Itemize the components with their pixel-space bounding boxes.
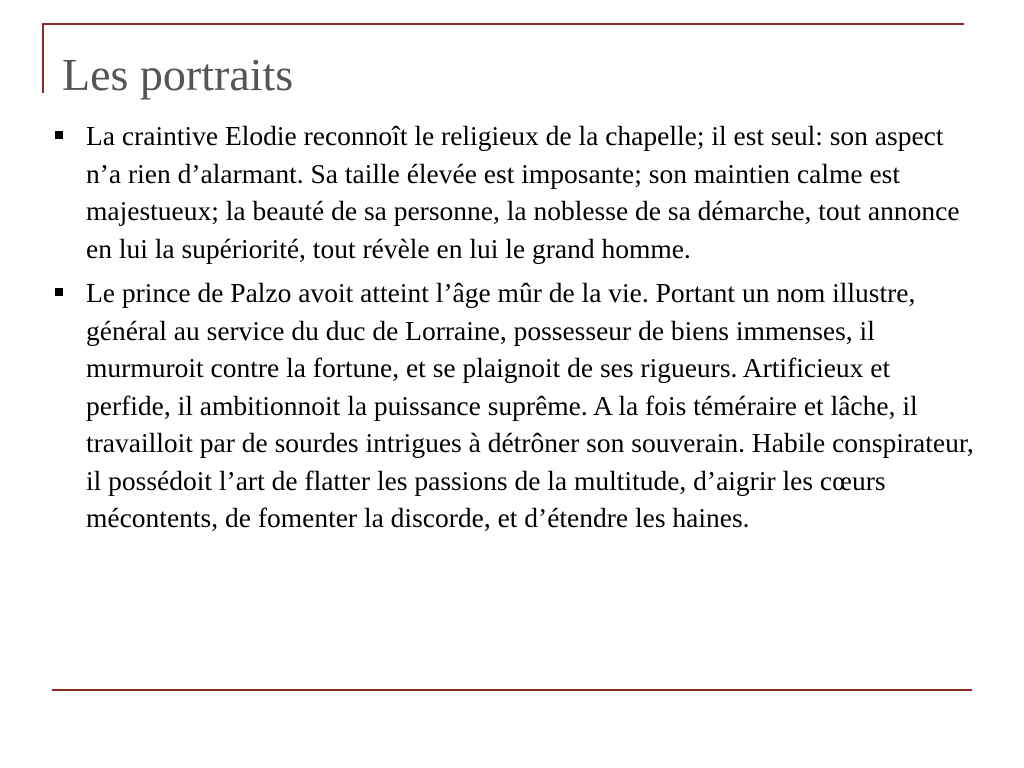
- bullet-item-1: [48, 117, 978, 267]
- bullet-list: [48, 117, 978, 544]
- slide-title: Les portraits: [62, 49, 294, 100]
- square-bullet-icon: [55, 131, 63, 139]
- square-bullet-icon: [55, 288, 63, 296]
- frame-left-rule: [42, 23, 44, 93]
- bullet-text-1: La craintive Elodie reconnoît le religieux de la chapelle; il est seul: son aspect n’a rien d’alarmant. Sa taille élevée est imposante; son maintien calme est majestueux; la beauté de sa personne, la noblesse de sa démarche, tout annonce en lui la supériorité, tout révèle en lui le grand homme.: [86, 120, 960, 264]
- bullet-item-2: [48, 274, 978, 537]
- bullet-text-2: Le prince de Palzo avoit atteint l’âge mûr de la vie. Portant un nom illustre, général au service du duc de Lorraine, possesseur de biens immenses, il murmuroit contre la fortune, et se plaignoit de ses rigueurs. Artificieux et perfide, il ambitionnoit la puissance suprême. A la fois téméraire et lâche, il travailloit par de sourdes intrigues à détrôner son souverain. Habile conspirateur, il possédoit l’art de flatter les passions de la multitude, d’aigrir les cœurs mécontents, de fomenter la discorde, et d’étendre les haines.: [86, 277, 974, 533]
- frame-bottom-rule: [52, 689, 972, 691]
- frame-top-rule: [42, 23, 964, 25]
